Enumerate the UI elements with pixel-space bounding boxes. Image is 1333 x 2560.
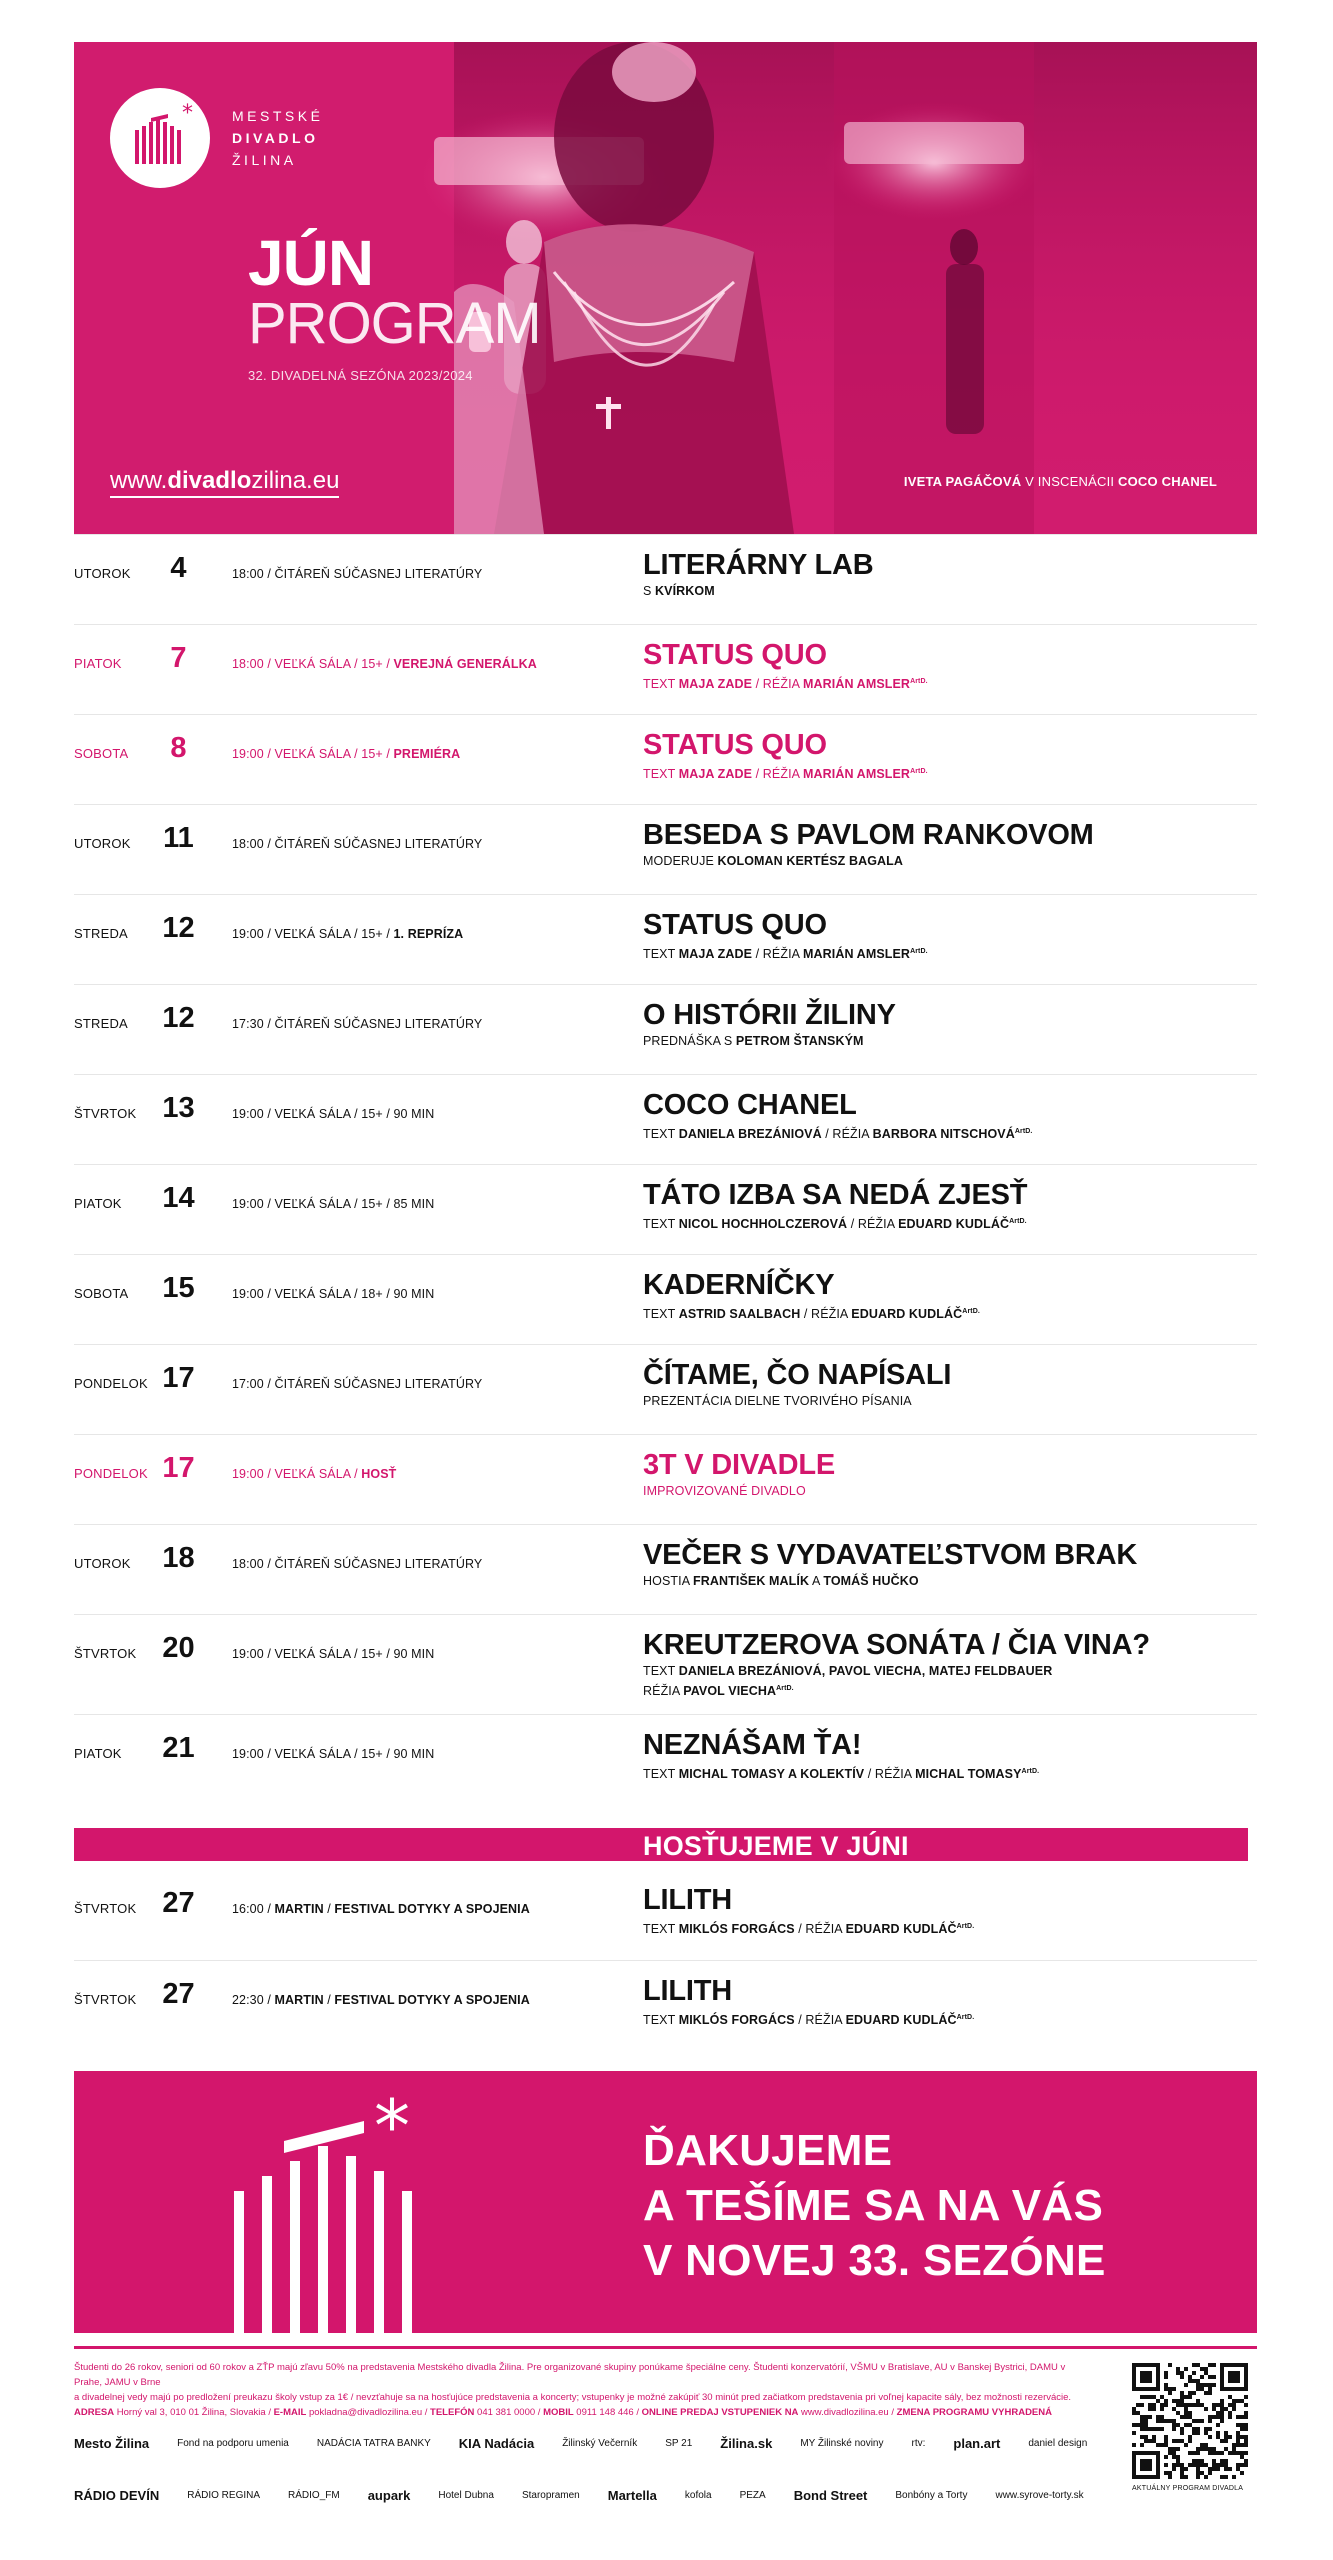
event-title[interactable]: KREUTZEROVA SONÁTA / ČIA VINA? <box>643 1629 1150 1661</box>
closing-banner <box>74 2071 1257 2333</box>
sponsor-logo: Bonbóny a Torty <box>895 2489 968 2501</box>
credits-label: TEXT <box>643 947 679 962</box>
event-title[interactable]: STATUS QUO <box>643 909 827 941</box>
time-venue <box>232 1287 434 1301</box>
time-text: 19:00 / VEĽKÁ SÁLA / 18+ / 90 MIN <box>232 1287 435 1301</box>
time-venue <box>232 1197 434 1211</box>
credits-label: RÉŽIA <box>643 1684 684 1699</box>
director-name: BARBORA NITSCHOVÁ <box>872 1127 1015 1142</box>
credits-label: PREDNÁŠKA S <box>643 1034 736 1048</box>
student-note: a divadelnej vedy majú po predložení preukazu školy vstup za 1€ / nevzťahuje sa na hosťujúce predstavenia a koncerty; vstupenky je možné zakúpiť 30 minút pred začiatkom predstavenia pri voľnej kapacite sály, bez možnosti rezervácie. <box>74 2392 1072 2403</box>
day-number: 17 <box>162 1362 195 1394</box>
credits-name: KVÍRKOM <box>655 584 715 598</box>
credits-label: IMPROVIZOVANÉ DIVADLO <box>643 1484 806 1498</box>
hero-title <box>248 227 541 383</box>
degree-suffix: ArtD. <box>1021 1768 1040 1775</box>
credits-label: HOSTIA <box>643 1574 694 1588</box>
sponsor-logo: kofola <box>684 2489 712 2501</box>
program-row[interactable] <box>74 714 1257 804</box>
credits-name: PETROM ŠTANSKÝM <box>735 1034 864 1048</box>
time-venue <box>232 567 482 581</box>
day-of-week: ŠTVRTOK <box>74 1106 137 1121</box>
event-credits <box>643 1573 919 1590</box>
svg-text:*: * <box>182 101 193 126</box>
time-venue <box>232 1557 482 1571</box>
credits-label: PREZENTÁCIA DIELNE TVORIVÉHO PÍSANIA <box>643 1394 912 1408</box>
event-title[interactable]: LILITH <box>643 1884 733 1916</box>
festival-name: FESTIVAL DOTYKY A SPOJENIA <box>334 1902 530 1916</box>
event-credits <box>643 1918 974 1938</box>
credits-label: / RÉŽIA <box>752 767 803 782</box>
closing-line1: ĎAKUJEME <box>643 2126 893 2175</box>
day-of-week: ŠTVRTOK <box>74 1992 137 2007</box>
event-title[interactable]: LILITH <box>643 1975 733 2007</box>
event-title[interactable]: NEZNÁŠAM ŤA! <box>643 1729 862 1761</box>
closing-message <box>643 2123 1106 2288</box>
director-name: MARIÁN AMSLER <box>802 947 911 962</box>
time-venue <box>232 1747 434 1761</box>
event-credits <box>643 2009 974 2029</box>
theatre-name-line2: DIVADLO <box>232 130 319 146</box>
program-row[interactable] <box>74 1960 1257 2050</box>
director-name: MARIÁN AMSLER <box>802 677 911 692</box>
event-credits <box>643 1483 806 1500</box>
event-title[interactable]: COCO CHANEL <box>643 1089 857 1121</box>
sponsor-logo: plan.art <box>953 2435 1001 2451</box>
sponsor-logo: Staropramen <box>521 2489 580 2501</box>
day-number: 4 <box>170 552 187 584</box>
credits-label: / RÉŽIA <box>752 947 803 962</box>
time-venue <box>232 1377 482 1391</box>
degree-suffix: ArtD. <box>910 678 928 685</box>
time-text: 22:30 / <box>232 1993 275 2007</box>
svg-text:*: * <box>374 2084 410 2168</box>
sponsor-logo: Bond Street <box>793 2487 868 2503</box>
director-name: MICHAL TOMASY <box>915 1767 1022 1782</box>
program-row[interactable] <box>74 1434 1257 1524</box>
event-title[interactable]: 3T V DIVADLE <box>643 1449 836 1481</box>
day-number: 8 <box>170 732 187 764</box>
day-number: 12 <box>162 1002 195 1034</box>
program-title: PROGRAM <box>248 291 541 356</box>
time-highlight: VEREJNÁ GENERÁLKA <box>393 657 537 671</box>
sponsor-logo: RÁDIO DEVÍN <box>74 2487 160 2503</box>
time-separator: / <box>323 1902 335 1916</box>
time-text: 19:00 / VEĽKÁ SÁLA / 15+ / <box>232 747 394 761</box>
degree-suffix: ArtD. <box>910 768 928 775</box>
event-title[interactable]: STATUS QUO <box>643 639 827 671</box>
program-row[interactable] <box>74 1524 1257 1614</box>
day-of-week: PIATOK <box>74 656 122 671</box>
event-title[interactable]: STATUS QUO <box>643 729 827 761</box>
day-of-week: PONDELOK <box>74 1466 148 1481</box>
festival-name: FESTIVAL DOTYKY A SPOJENIA <box>334 1993 530 2007</box>
time-highlight: MARTIN <box>274 1902 324 1916</box>
program-row[interactable] <box>74 534 1257 624</box>
sponsor-logo: Žilinský Večerník <box>562 2437 638 2449</box>
time-venue <box>232 1467 396 1481</box>
sponsor-logo: rtv: <box>911 2437 926 2449</box>
event-credits <box>643 583 715 600</box>
program-row[interactable] <box>74 1074 1257 1164</box>
day-of-week: PIATOK <box>74 1196 122 1211</box>
online-sales-link[interactable]: www.divadlozilina.eu / <box>798 2407 897 2418</box>
credits-label: TEXT <box>643 767 679 782</box>
credits-label: / RÉŽIA <box>794 1922 846 1937</box>
credits-name: NICOL HOCHHOLCZEROVÁ <box>678 1217 848 1232</box>
degree-suffix: ArtD. <box>1009 1218 1027 1225</box>
time-highlight: HOSŤ <box>361 1467 397 1481</box>
credits-label: S <box>643 584 656 598</box>
sponsor-logo: Mesto Žilina <box>74 2435 150 2451</box>
credits-name: MAJA ZADE <box>678 767 753 782</box>
closing-line3: V NOVEJ 33. SEZÓNE <box>643 2236 1106 2285</box>
credits-label: TEXT <box>643 1664 679 1678</box>
day-of-week: UTOROK <box>74 1556 131 1571</box>
day-number: 21 <box>162 1732 195 1764</box>
program-row[interactable] <box>74 1254 1257 1344</box>
credits-label: TEXT <box>643 1307 679 1322</box>
discount-note: Študenti do 26 rokov, seniori od 60 rokov a ZŤP majú zľavu 50% na predstavenia Mestského divadla Žilina. Pre organizované skupiny ponúkame špeciálne ceny. Študenti konzervatórií, VŠMU v Bratislave, AU v Banskej Bystrici, DAMU v Prahe, JAMU v Brne <box>74 2362 1066 2388</box>
sponsor-logo: MY Žilinské noviny <box>800 2437 884 2449</box>
event-title[interactable]: O HISTÓRII ŽILINY <box>643 999 896 1031</box>
credits-name: MIKLÓS FORGÁCS <box>678 1922 795 1937</box>
time-venue <box>232 1647 434 1661</box>
day-number: 11 <box>163 822 194 854</box>
time-separator: / <box>323 1993 335 2007</box>
day-of-week: PIATOK <box>74 1746 122 1761</box>
event-credits <box>643 1303 980 1323</box>
program-row[interactable] <box>74 624 1257 714</box>
month-title: JÚN <box>248 227 374 299</box>
event-title[interactable]: TÁTO IZBA SA NEDÁ ZJESŤ <box>643 1179 1028 1211</box>
program-row[interactable] <box>74 984 1257 1074</box>
day-of-week: STREDA <box>74 1016 128 1031</box>
director-name: MARIÁN AMSLER <box>802 767 911 782</box>
sponsor-logo: PEZA <box>739 2489 766 2501</box>
director-name: PAVOL VIECHA <box>683 1684 777 1699</box>
day-of-week: SOBOTA <box>74 1286 129 1301</box>
event-title[interactable]: KADERNÍČKY <box>643 1269 835 1301</box>
degree-suffix: ArtD. <box>776 1685 794 1692</box>
event-credits <box>643 853 903 870</box>
degree-suffix: ArtD. <box>1014 1128 1033 1135</box>
credits-label: / RÉŽIA <box>794 2013 846 2028</box>
credits-label: TEXT <box>643 1127 679 1142</box>
theatre-name-line1: MESTSKÉ <box>232 108 324 124</box>
time-highlight: 1. REPRÍZA <box>393 927 464 941</box>
day-number: 20 <box>162 1632 195 1664</box>
credits-label: TEXT <box>643 677 679 692</box>
credits-label: A <box>809 1574 824 1588</box>
hero-poster <box>74 42 1257 534</box>
event-credits <box>643 943 928 963</box>
program-row[interactable] <box>74 1614 1257 1704</box>
time-text: 19:00 / VEĽKÁ SÁLA / 15+ / 85 MIN <box>232 1197 435 1211</box>
day-of-week: UTOROK <box>74 836 131 851</box>
theatre-building-icon <box>234 2071 514 2333</box>
time-venue <box>232 1902 530 1916</box>
day-number: 15 <box>162 1272 195 1304</box>
event-credits <box>643 1663 1052 1700</box>
sponsor-logo: Hotel Dubna <box>438 2489 494 2501</box>
day-number: 12 <box>162 912 195 944</box>
theatre-logo-icon <box>110 88 210 188</box>
event-credits <box>643 1033 864 1050</box>
credits-name: MAJA ZADE <box>678 677 753 692</box>
credits-label: MODERUJE <box>643 854 718 868</box>
divider <box>74 2346 1257 2349</box>
credits-label: / RÉŽIA <box>821 1127 873 1142</box>
credits-label: TEXT <box>643 1767 679 1782</box>
event-credits <box>643 763 928 783</box>
theatre-name <box>232 105 323 171</box>
sponsor-logo: NADÁCIA TATRA BANKY <box>316 2437 431 2449</box>
time-text: 19:00 / VEĽKÁ SÁLA / 15+ / 90 MIN <box>232 1647 435 1661</box>
time-text: 18:00 / VEĽKÁ SÁLA / 15+ / <box>232 657 394 671</box>
day-number: 13 <box>162 1092 195 1124</box>
day-of-week: ŠTVRTOK <box>74 1646 137 1661</box>
credits-label: TEXT <box>643 2013 679 2028</box>
event-credits <box>643 1763 1039 1783</box>
degree-suffix: ArtD. <box>962 1308 980 1315</box>
sponsor-logo: KIA Nadácia <box>458 2435 535 2451</box>
credits-name: KOLOMAN KERTÉSZ BAGALA <box>717 854 904 868</box>
director-name: TOMÁŠ HUČKO <box>823 1574 919 1588</box>
credits-label: / RÉŽIA <box>800 1307 852 1322</box>
degree-suffix: ArtD. <box>956 2014 975 2021</box>
day-number: 27 <box>162 1887 195 1919</box>
guest-section-header <box>74 1828 1248 1861</box>
event-credits <box>643 1393 912 1410</box>
event-title[interactable]: ČÍTAME, ČO NAPÍSALI <box>643 1359 952 1391</box>
time-text: 19:00 / VEĽKÁ SÁLA / 15+ / 90 MIN <box>232 1107 435 1121</box>
credits-name: DANIELA BREZÁNIOVÁ, PAVOL VIECHA, MATEJ FELDBAUER <box>678 1664 1053 1678</box>
sponsor-logos-row2 <box>74 2476 1084 2514</box>
day-of-week: UTOROK <box>74 566 131 581</box>
sponsor-logo: Žilina.sk <box>720 2435 773 2451</box>
day-number: 17 <box>162 1452 195 1484</box>
credits-name: MIKLÓS FORGÁCS <box>678 2013 795 2028</box>
credits-name: DANIELA BREZÁNIOVÁ <box>678 1127 822 1142</box>
degree-suffix: ArtD. <box>956 1923 975 1930</box>
time-highlight: PREMIÉRA <box>393 747 461 761</box>
sponsor-logo: aupark <box>367 2487 411 2503</box>
sponsor-logo: RÁDIO_FM <box>288 2489 340 2501</box>
time-venue <box>232 1107 434 1121</box>
credits-name: MAJA ZADE <box>678 947 753 962</box>
time-venue <box>232 927 463 941</box>
event-title[interactable]: VEČER S VYDAVATEĽSTVOM BRAK <box>643 1539 1138 1571</box>
closing-line2: A TEŠÍME SA NA VÁS <box>643 2181 1104 2230</box>
day-of-week: PONDELOK <box>74 1376 148 1391</box>
sponsor-logo: daniel design <box>1028 2437 1088 2449</box>
info-notes <box>74 2360 1074 2420</box>
time-text: 19:00 / VEĽKÁ SÁLA / <box>232 1467 362 1481</box>
sponsor-logo: RÁDIO REGINA <box>187 2489 261 2501</box>
time-text: 19:00 / VEĽKÁ SÁLA / 15+ / 90 MIN <box>232 1747 435 1761</box>
time-text: 19:00 / VEĽKÁ SÁLA / 15+ / <box>232 927 394 941</box>
credits-name: ASTRID SAALBACH <box>678 1307 801 1322</box>
day-number: 27 <box>162 1978 195 2010</box>
day-number: 14 <box>162 1182 195 1214</box>
day-of-week: SOBOTA <box>74 746 129 761</box>
season-label: 32. DIVADELNÁ SEZÓNA 2023/2024 <box>248 368 473 383</box>
contact-line: ADRESA Horný val 3, 010 01 Žilina, Slovakia / E-MAIL pokladna@divadlozilina.eu / TELEFÓN 041 381 0000 / MOBIL 0911 148 446 / ONLINE PREDAJ VSTUPENIEK NA www.divadlozilina.eu / ZMENA PROGRAMU VYHRADENÁ <box>74 2407 1052 2418</box>
time-venue <box>232 1017 482 1031</box>
time-text: 18:00 / ČITÁREŇ SÚČASNEJ LITERATÚRY <box>232 1557 483 1571</box>
program-row[interactable] <box>74 1344 1257 1434</box>
time-text: 16:00 / <box>232 1902 275 1916</box>
photo-caption: IVETA PAGÁČOVÁ V INSCENÁCII COCO CHANEL <box>903 474 1217 489</box>
time-text: 17:00 / ČITÁREŇ SÚČASNEJ LITERATÚRY <box>232 1377 483 1391</box>
event-credits <box>643 1213 1027 1233</box>
qr-code-icon[interactable] <box>1132 2363 1248 2479</box>
time-text: 18:00 / ČITÁREŇ SÚČASNEJ LITERATÚRY <box>232 837 483 851</box>
credits-label: TEXT <box>643 1217 679 1232</box>
event-credits <box>643 1123 1032 1143</box>
credits-label: / RÉŽIA <box>864 1767 916 1782</box>
director-name: EDUARD KUDLÁČ <box>845 2013 957 2028</box>
time-text: 18:00 / ČITÁREŇ SÚČASNEJ LITERATÚRY <box>232 567 483 581</box>
sponsor-logo: Fond na podporu umenia <box>177 2437 289 2449</box>
sponsor-logo: www.syrove-torty.sk <box>995 2489 1084 2501</box>
theatre-name-line3: ŽILINA <box>232 152 297 168</box>
program-row[interactable] <box>74 894 1257 984</box>
time-highlight: MARTIN <box>274 1993 324 2007</box>
degree-suffix: ArtD. <box>910 948 928 955</box>
sponsor-logos-row1 <box>74 2424 1088 2462</box>
guest-section-title: HOSŤUJEME V JÚNI <box>643 1831 909 1861</box>
event-title[interactable]: LITERÁRNY LAB <box>643 549 874 581</box>
credits-name: MICHAL TOMASY A KOLEKTÍV <box>678 1767 865 1782</box>
credits-label: / RÉŽIA <box>847 1217 899 1232</box>
website-link[interactable]: www.divadlozilina.eu <box>110 467 339 498</box>
time-venue <box>232 657 537 671</box>
event-title[interactable]: BESEDA S PAVLOM RANKOVOM <box>643 819 1094 851</box>
director-name: EDUARD KUDLÁČ <box>851 1307 963 1322</box>
qr-caption: AKTUÁLNY PROGRAM DIVADLA <box>1132 2485 1244 2492</box>
credits-label: TEXT <box>643 1922 679 1937</box>
credits-label: / RÉŽIA <box>752 677 803 692</box>
time-text: 17:30 / ČITÁREŇ SÚČASNEJ LITERATÚRY <box>232 1017 483 1031</box>
program-row[interactable] <box>74 1714 1257 1804</box>
day-number: 7 <box>170 642 187 674</box>
event-credits <box>643 673 928 693</box>
director-name: EDUARD KUDLÁČ <box>898 1217 1010 1232</box>
credits-name: FRANTIŠEK MALÍK <box>693 1574 810 1588</box>
time-venue <box>232 747 460 761</box>
time-venue <box>232 1993 530 2007</box>
program-row[interactable] <box>74 1870 1257 1960</box>
day-number: 18 <box>162 1542 195 1574</box>
sponsor-logo: SP 21 <box>665 2437 693 2449</box>
sponsor-logo: Martella <box>607 2487 657 2503</box>
time-venue <box>232 837 482 851</box>
day-of-week: ŠTVRTOK <box>74 1901 137 1916</box>
program-row[interactable] <box>74 1164 1257 1254</box>
day-of-week: STREDA <box>74 926 128 941</box>
director-name: EDUARD KUDLÁČ <box>845 1922 957 1937</box>
theatre-logo[interactable] <box>110 88 323 188</box>
program-row[interactable] <box>74 804 1257 894</box>
